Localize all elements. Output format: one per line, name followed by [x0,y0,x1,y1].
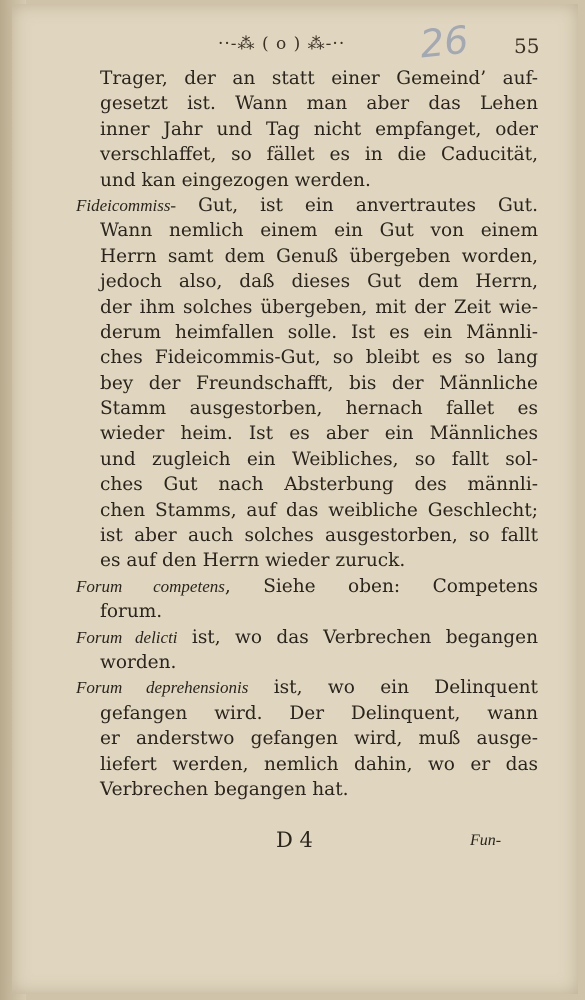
text-line [78,726,538,751]
line-text: chen Stamms, auf das weibliche Geschlecht; [100,499,538,521]
line-text: bey der Freundschafft, bis der Männliche [100,372,538,394]
entry-term: Fideicommiss- [76,195,177,215]
line-text: derum heimfallen solle. Ist es ein Männli- [100,321,538,343]
line-text: wieder heim. Ist es aber ein Männliches [100,423,538,445]
text-line [78,523,538,548]
text-line [78,244,538,269]
text-line [78,701,538,726]
line-text: Gut, ist ein anvertrautes Gut. [176,194,538,216]
text-line [78,320,538,345]
line-text: und kan eingezogen werden. [100,169,371,191]
line-text: inner Jahr und Tag nicht empfanget, oder [100,118,538,140]
text-line [78,548,538,573]
page-footer [0,828,585,858]
text-line [78,396,538,421]
entry-line [76,574,538,599]
line-text: worden. [100,651,177,673]
line-text: er anderstwo gefangen wird, muß ausge- [100,728,538,750]
line-text: es auf den Herrn wieder zuruck. [100,550,406,572]
line-text: Stamm ausgestorben, hernach fallet es [100,398,538,420]
line-text: verschlaffet, so fället es in die Caducität, [100,144,538,166]
header-ornament: ··-⁂ ( o ) ⁂-·· [218,34,346,54]
line-text: ist, wo das Verbrechen begangen [177,626,538,648]
text-line [78,371,538,396]
body-text [78,66,538,802]
text-line [78,752,538,777]
line-text: jedoch also, daß dieses Gut dem Herrn, [100,271,538,293]
text-line [78,498,538,523]
text-line [78,421,538,446]
line-text: Herrn samt dem Genuß übergeben worden, [100,245,538,267]
line-text: ches Fideicommis-Gut, so bleibt es so lang [100,347,538,369]
text-line [78,269,538,294]
catchword: Fun- [470,832,502,849]
entry-term: Forum competens [76,576,225,596]
line-text: der ihm solches übergeben, mit der Zeit wie- [100,296,538,318]
text-line [78,91,538,116]
line-text: ches Gut nach Absterbung des männli- [100,474,538,496]
text-line [78,777,538,802]
text-line [78,218,538,243]
line-text: gefangen wird. Der Delinquent, wann [100,702,538,724]
text-line [78,447,538,472]
line-text: , Siehe oben: Competens [224,575,538,597]
entry-term: Forum delicti [76,627,178,647]
line-text: liefert werden, nemlich dahin, wo er das [100,753,538,775]
entry-line [76,675,538,700]
page-number: 55 [514,34,540,58]
text-line [78,650,538,675]
entry-term: Forum deprehensionis [76,678,249,698]
handwritten-note: 26 [417,17,471,67]
line-text: forum. [100,601,163,623]
text-line [78,295,538,320]
text-line [78,345,538,370]
line-text: und zugleich ein Weibliches, so fallt sol- [100,448,538,470]
text-line [78,66,538,91]
page-header [0,17,585,67]
text-line [78,168,538,193]
line-text: Verbrechen begangen hat. [100,778,349,800]
text-line [78,117,538,142]
line-text: Trager, der an statt einer Gemeind’ auf- [100,68,538,89]
line-text: ist aber auch solches ausgestorben, so fallt [100,525,538,547]
line-text: ist, wo ein Delinquent [248,677,538,699]
text-line [78,472,538,497]
text-line [78,142,538,167]
line-text: gesetzt ist. Wann man aber das Lehen [100,93,538,115]
entry-line [76,193,538,218]
line-text: Wann nemlich einem ein Gut von einem [100,220,538,242]
signature-mark: D 4 [276,828,313,852]
text-line [78,599,538,624]
entry-line [76,625,538,650]
